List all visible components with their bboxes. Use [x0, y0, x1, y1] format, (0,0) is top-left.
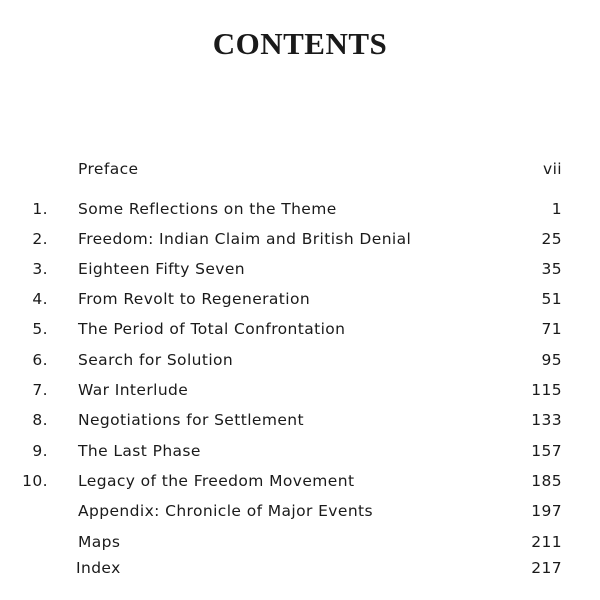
entry-number: 10.	[22, 472, 48, 490]
toc-entry	[0, 472, 600, 496]
toc-entry	[0, 559, 600, 583]
toc-entry	[0, 200, 600, 224]
toc-entry	[0, 533, 600, 557]
entry-page: 71	[541, 320, 562, 338]
toc-entry	[0, 442, 600, 466]
entry-page: 25	[541, 230, 562, 248]
toc-entry	[0, 230, 600, 254]
entry-title: Maps	[78, 533, 121, 551]
entry-page: 133	[531, 411, 562, 429]
entry-number: 3.	[32, 260, 48, 278]
entry-page: 217	[531, 559, 562, 577]
entry-title: The Last Phase	[78, 442, 201, 460]
entry-title: Negotiations for Settlement	[78, 411, 304, 429]
entry-number: 8.	[32, 411, 48, 429]
entry-page: 51	[541, 290, 562, 308]
entry-page: vii	[543, 160, 562, 178]
entry-title: The Period of Total Confrontation	[78, 320, 346, 338]
entry-page: 185	[531, 472, 562, 490]
entry-title: Freedom: Indian Claim and British Denial	[78, 230, 412, 248]
entry-title: War Interlude	[78, 381, 189, 399]
entry-number: 5.	[32, 320, 48, 338]
entry-title: Index	[76, 559, 121, 577]
toc-entry	[0, 320, 600, 344]
entry-page: 35	[541, 260, 562, 278]
toc-entry	[0, 351, 600, 375]
entry-title: Search for Solution	[78, 351, 234, 369]
entry-page: 157	[531, 442, 562, 460]
entry-page: 211	[531, 533, 562, 551]
entry-number: 2.	[32, 230, 48, 248]
entry-number: 4.	[32, 290, 48, 308]
toc-entry	[0, 290, 600, 314]
entry-title: Legacy of the Freedom Movement	[78, 472, 355, 490]
toc-entry	[0, 502, 600, 526]
toc-entry	[0, 411, 600, 435]
entry-page: 197	[531, 502, 562, 520]
contents-heading: CONTENTS	[212, 26, 388, 61]
entry-number: 7.	[32, 381, 48, 399]
entry-number: 1.	[32, 200, 48, 218]
entry-page: 115	[531, 381, 562, 399]
toc-entry	[0, 160, 600, 184]
toc-entry	[0, 381, 600, 405]
entry-number: 9.	[32, 442, 48, 460]
entry-number: 6.	[32, 351, 48, 369]
entry-title: From Revolt to Regeneration	[78, 290, 311, 308]
entry-page: 95	[541, 351, 562, 369]
entry-title: Appendix: Chronicle of Major Events	[78, 502, 373, 520]
toc-entry	[0, 260, 600, 284]
entry-title: Eighteen Fifty Seven	[78, 260, 246, 278]
entry-title: Some Reflections on the Theme	[78, 200, 337, 218]
entry-page: 1	[551, 200, 562, 218]
entry-title: Preface	[78, 160, 139, 178]
